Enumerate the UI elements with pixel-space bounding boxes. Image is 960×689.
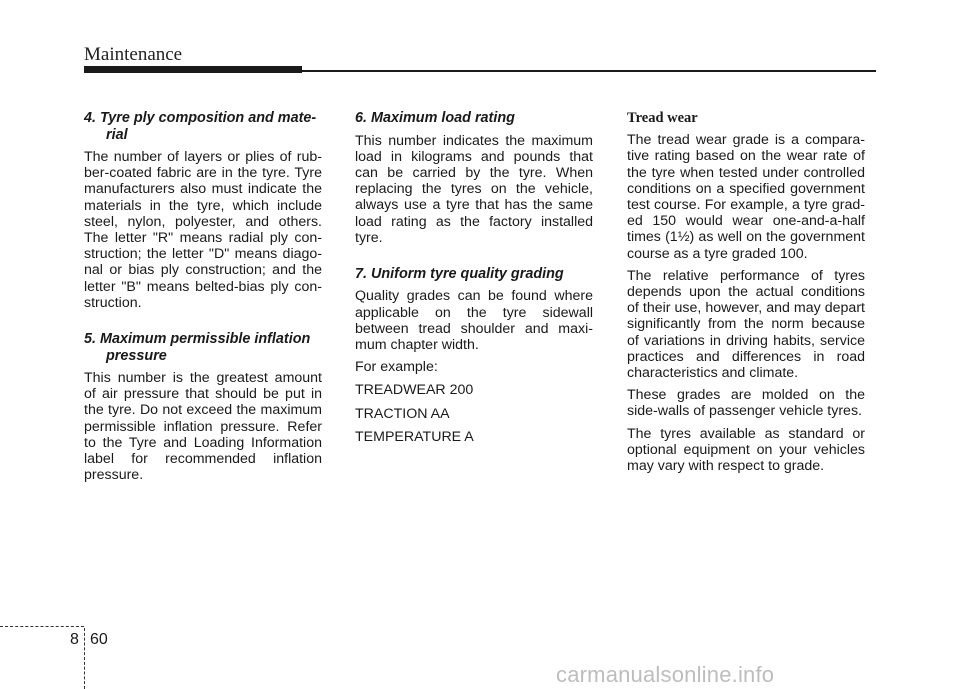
heading-line: 5. Maximum permissible inflation [84,331,311,348]
example-treadwear: TREADWEAR 200 [355,382,474,399]
column-right [627,110,865,480]
section-heading-tread-wear: Tread wear [627,110,698,126]
paragraph-tread-wear-4: The tyres available as standard or optional equipment on your vehicles may vary with respect to grade. [627,425,865,475]
example-temperature: TEMPERATURE A [355,428,474,445]
section-heading-max-inflation [84,331,322,364]
paragraph-tread-wear-1: The tread wear grade is a compara-tive rating based on the wear rate of the tyre when tested under controlled conditions on a specified government test course. For example, a tyre grad-ed 150 would wear one-and-a-half times (1½) as well on the government course as a tyre graded 100. [627,132,865,262]
example-intro: For example: [355,359,438,376]
header-rule-thick [84,66,302,73]
paragraph-quality-grading: Quality grades can be found where applicable on the tyre sidewall between tread shoulder and maxi-mum chapter width. [355,288,593,354]
header-rule-thin [302,70,876,72]
section-heading-max-load: 6. Maximum load rating [355,110,515,126]
paragraph-tread-wear-3: These grades are molded on the side-walls of passenger vehicle tyres. [627,387,865,420]
heading-line-cont: rial [106,126,128,143]
column-middle [355,110,593,452]
section-heading-ply-composition [84,110,322,143]
page-number: 60 [90,631,108,648]
header-title: Maintenance [84,44,183,65]
example-traction: TRACTION AA [355,405,450,422]
watermark: carmanualsonline.info [556,662,775,687]
heading-line-cont: pressure [106,347,167,364]
section-heading-quality-grading: 7. Uniform tyre quality grading [355,265,564,282]
paragraph-max-load: This number indicates the maximum load in kilograms and pounds that can be carried by the tyre. When replacing the tyres on the vehicle, always use a tyre that has the same load rating as the factory installed tyre. [355,132,593,246]
paragraph-tread-wear-2: The relative performance of tyres depends upon the actual conditions of their use, however, and may depart significantly from the norm because of variations in driving habits, service practices and differences in road characteristics and climate. [627,267,865,382]
column-left [84,110,322,489]
chapter-number: 8 [70,631,79,648]
heading-line: 4. Tyre ply composition and mate- [84,110,317,126]
paragraph-ply-composition: The number of layers or plies of rub-ber-coated fabric are in the tyre. Tyre manufacturers also must indicate the materials in the tyre, which include steel, nylon, polyester, and others. The letter "R" means radial ply con-struction; the letter "D" means diago-nal or bias ply construction; and the letter "B" means belted-bias ply con-struction. [84,149,322,311]
footer-crop-line-vertical [84,628,85,689]
footer-crop-line-horizontal [0,626,84,627]
paragraph-max-inflation: This number is the greatest amount of air pressure that should be put in the tyre. Do not exceed the maximum permissible inflation pressure. Refer to the Tyre and Loading Information label for recommended inflation pressure. [84,370,322,484]
